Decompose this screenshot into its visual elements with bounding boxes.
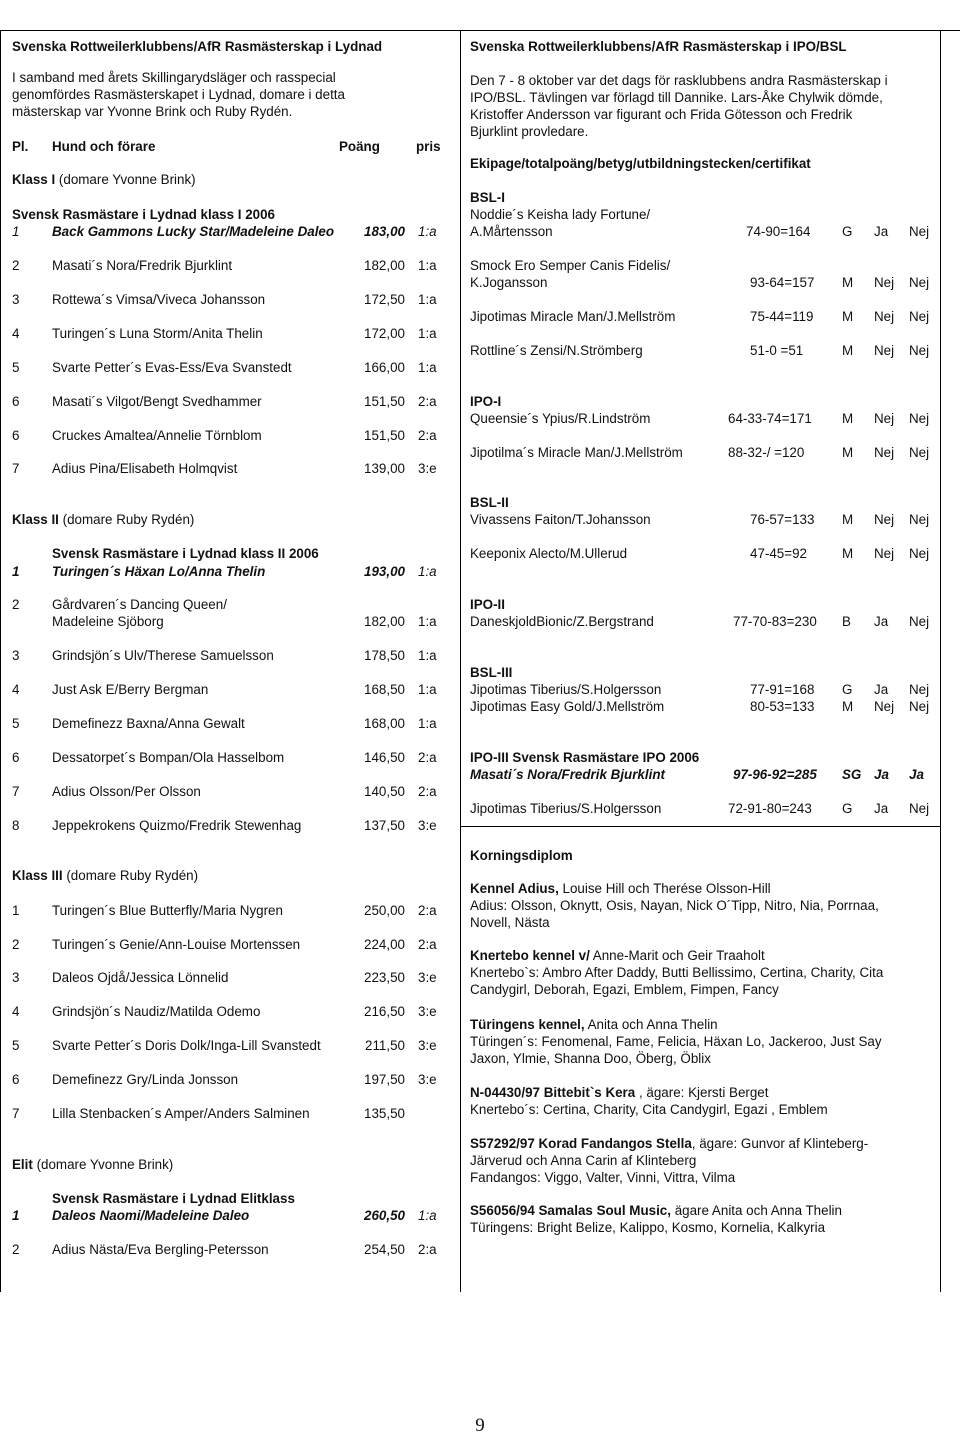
dog-handler: Daleos Naomi/Madeleine Daleo (52, 1208, 250, 1223)
frame-top-rule (0, 30, 960, 31)
placement: 2 (12, 597, 20, 612)
kennel-name: S57292/97 Korad Fandangos Stella (470, 1136, 692, 1151)
dog-handler: Noddie´s Keisha lady Fortune/ (470, 207, 651, 222)
points: 166,00 (364, 360, 405, 375)
points: 146,50 (364, 750, 405, 765)
prize: 1:a (418, 648, 437, 663)
kennel-title (470, 1085, 768, 1101)
score: 75-44=119 (750, 309, 814, 324)
placement: 6 (12, 394, 20, 409)
klass3-heading-judge: (domare Ruby Rydén) (62, 868, 199, 883)
kennel-owner: ägare Anita och Anna Thelin (670, 1203, 842, 1218)
korning-heading: Korningsdiplom (470, 848, 573, 863)
frame-right-rule (940, 30, 941, 1292)
dog-handler: Jipotimas Tiberius/S.Holgersson (470, 801, 662, 816)
grade: M (842, 411, 854, 426)
points: 151,50 (364, 394, 405, 409)
points: 178,50 (364, 648, 405, 663)
dog-handler: Cruckes Amaltea/Annelie Törnblom (52, 428, 262, 443)
training-mark: Nej (874, 546, 895, 561)
kennel-name: Türingens kennel, (470, 1017, 585, 1032)
training-mark: Ja (874, 801, 889, 816)
champion-title: Svensk Rasmästare i Lydnad klass I 2006 (12, 207, 276, 222)
points: 182,00 (364, 258, 405, 273)
certificate: Nej (909, 512, 930, 527)
dog-handler: Demefinezz Baxna/Anna Gewalt (52, 716, 245, 731)
intro-line: Den 7 - 8 oktober var det dags för rasklubbens andra Rasmästerskap i (470, 73, 888, 88)
points: 168,00 (364, 716, 405, 731)
kennel-dogs: Türingens: Bright Belize, Kalippo, Kosmo, Kornelia, Kalkyria (470, 1220, 826, 1235)
class-heading: BSL-III (470, 665, 513, 680)
klass3-heading-bold: Klass III (12, 868, 63, 883)
placement: 2 (12, 258, 20, 273)
score: 77-91=168 (750, 682, 815, 697)
prize: 2:a (418, 903, 437, 918)
grade: B (842, 614, 851, 629)
dog-handler: Queensie´s Ypius/R.Lindström (470, 411, 651, 426)
certificate: Nej (909, 801, 930, 816)
prize: 3:e (418, 461, 437, 476)
dog-handler: Turingen´s Luna Storm/Anita Thelin (52, 326, 263, 341)
score: 47-45=92 (750, 546, 807, 561)
klass2-heading (12, 512, 194, 528)
dog-handler: Smock Ero Semper Canis Fidelis/ (470, 258, 671, 273)
kennel-dogs: Järverud och Anna Carin af Klinteberg (470, 1153, 697, 1168)
klass1-heading-judge: (domare Yvonne Brink) (55, 172, 196, 187)
prize: 3:e (418, 970, 437, 985)
elit-heading-judge: (domare Yvonne Brink) (32, 1157, 174, 1172)
kennel-name: S56056/94 Samalas Soul Music, (470, 1203, 671, 1218)
placement: 3 (12, 648, 20, 663)
certificate: Nej (909, 224, 930, 239)
score: 64-33-74=171 (728, 411, 812, 426)
kennel-title (470, 948, 765, 964)
placement: 6 (12, 1072, 20, 1087)
dog-handler: Svarte Petter´s Doris Dolk/Inga-Lill Svanstedt (52, 1038, 321, 1053)
training-mark: Nej (874, 699, 895, 714)
grade: M (842, 546, 854, 561)
kennel-title (470, 1136, 868, 1152)
grade: SG (842, 767, 862, 782)
kennel-name: Knertebo kennel v/ (470, 948, 590, 963)
placement: 1 (12, 224, 20, 239)
klass2-heading-judge: (domare Ruby Rydén) (58, 512, 195, 527)
kennel-title (470, 881, 771, 897)
training-mark: Ja (874, 224, 889, 239)
score: 77-70-83=230 (733, 614, 817, 629)
grade: M (842, 699, 854, 714)
placement: 4 (12, 326, 20, 341)
placement: 1 (12, 903, 20, 918)
kennel-dogs: Knertebo`s: Ambro After Daddy, Butti Bellissimo, Certina, Charity, Cita (470, 965, 884, 980)
kennel-dogs: Novell, Nästa (470, 915, 550, 930)
points: 183,00 (364, 224, 405, 239)
prize: 3:e (418, 1004, 437, 1019)
score: 74-90=164 (746, 224, 811, 239)
prize: 1:a (418, 326, 437, 341)
score: 72-91-80=243 (728, 801, 812, 816)
dog-handler: Turingen´s Blue Butterfly/Maria Nygren (52, 903, 283, 918)
points: 172,00 (364, 326, 405, 341)
prize: 1:a (418, 292, 437, 307)
certificate: Nej (909, 275, 930, 290)
dog-handler: Adius Nästa/Eva Bergling-Petersson (52, 1242, 269, 1257)
placement: 2 (12, 1242, 20, 1257)
placement: 5 (12, 1038, 20, 1053)
dog-handler: Back Gammons Lucky Star/Madeleine Daleo (52, 224, 335, 239)
dog-handler: Gårdvaren´s Dancing Queen/ (52, 597, 227, 612)
placement: 1 (12, 564, 20, 579)
grade: M (842, 275, 854, 290)
kennel-owner: , ägare: Gunvor af Klinteberg- (691, 1136, 869, 1151)
points: 224,00 (364, 937, 405, 952)
points: 140,50 (364, 784, 405, 799)
kennel-dogs: Candygirl, Deborah, Egazi, Emblem, Fimpen, Fancy (470, 982, 779, 997)
dog-handler: Madeleine Sjöborg (52, 614, 164, 629)
dog-handler: Demefinezz Gry/Linda Jonsson (52, 1072, 239, 1087)
training-mark: Nej (874, 309, 895, 324)
klass3-heading (12, 868, 198, 884)
dog-handler: Jeppekrokens Quizmo/Fredrik Stewenhag (52, 818, 302, 833)
kennel-dogs: Fandangos: Viggo, Valter, Vinni, Vittra, Vilma (470, 1170, 736, 1185)
dog-handler: A.Mårtensson (470, 224, 553, 239)
kennel-dogs: Knertebo´s: Certina, Charity, Cita Candygirl, Egazi , Emblem (470, 1102, 828, 1117)
certificate: Nej (909, 411, 930, 426)
page-number: 9 (475, 1415, 485, 1436)
prize: 2:a (418, 937, 437, 952)
placement: 7 (12, 1106, 20, 1121)
dog-handler: Masati´s Nora/Fredrik Bjurklint (470, 767, 665, 782)
grade: M (842, 445, 854, 460)
elit-heading-bold: Elit (12, 1157, 33, 1172)
class-heading: BSL-I (470, 190, 505, 205)
intro-line: Bjurklint provledare. (470, 124, 589, 139)
prize: 1:a (418, 716, 437, 731)
dog-handler: Rottline´s Zensi/N.Strömberg (470, 343, 643, 358)
class-heading: IPO-I (470, 394, 502, 409)
training-mark: Ja (874, 682, 889, 697)
dog-handler: Rottewa´s Vimsa/Viveca Johansson (52, 292, 266, 307)
prize: 2:a (418, 1242, 437, 1257)
grade: M (842, 343, 854, 358)
champion-title: Svensk Rasmästare i Lydnad Elitklass (52, 1191, 295, 1206)
dog-handler: Jipotimas Tiberius/S.Holgersson (470, 682, 662, 697)
dog-handler: Turingen´s Häxan Lo/Anna Thelin (52, 564, 266, 579)
class-heading: IPO-II (470, 597, 505, 612)
kennel-dogs: Türingen´s: Fenomenal, Fame, Felicia, Häxan Lo, Jackeroo, Just Say (470, 1034, 882, 1049)
col-header-hund: Hund och förare (52, 139, 156, 154)
intro-line: mästerskap var Yvonne Brink och Ruby Rydén. (12, 104, 293, 119)
kennel-name: N-04430/97 Bittebit`s Kera (470, 1085, 636, 1100)
section-divider (461, 826, 940, 827)
dog-handler: Dessatorpet´s Bompan/Ola Hasselbom (52, 750, 285, 765)
prize: 2:a (418, 394, 437, 409)
kennel-title (470, 1203, 842, 1219)
dog-handler: Masati´s Vilgot/Bengt Svedhammer (52, 394, 262, 409)
dog-handler: Jipotimas Easy Gold/J.Mellström (470, 699, 665, 714)
score: 88-32-/ =120 (728, 445, 805, 460)
points: 211,50 (365, 1038, 405, 1053)
prize: 1:a (418, 224, 437, 239)
dog-handler: Svarte Petter´s Evas-Ess/Eva Svanstedt (52, 360, 292, 375)
score: 93-64=157 (750, 275, 815, 290)
placement: 3 (12, 292, 20, 307)
dog-handler: Just Ask E/Berry Bergman (52, 682, 209, 697)
col-header-pris: pris (416, 139, 441, 154)
kennel-owner: , ägare: Kjersti Berget (635, 1085, 769, 1100)
klass1-heading (12, 172, 196, 188)
placement: 6 (12, 750, 20, 765)
kennel-owner: Anne-Marit och Geir Traaholt (589, 948, 765, 963)
dog-handler: K.Jogansson (470, 275, 548, 290)
kennel-dogs: Adius: Olsson, Oknytt, Osis, Nayan, Nick O´Tipp, Nitro, Nia, Porrnaa, (470, 898, 879, 913)
placement: 7 (12, 784, 20, 799)
points: 168,50 (364, 682, 405, 697)
dog-handler: Adius Pina/Elisabeth Holmqvist (52, 461, 238, 476)
prize: 1:a (418, 564, 437, 579)
dog-handler: Turingen´s Genie/Ann-Louise Mortenssen (52, 937, 301, 952)
placement: 1 (12, 1208, 20, 1223)
prize: 3:e (418, 1072, 437, 1087)
kennel-owner: Anita och Anna Thelin (584, 1017, 718, 1032)
col-header-poang: Poäng (339, 139, 380, 154)
placement: 5 (12, 716, 20, 731)
certificate: Nej (909, 309, 930, 324)
kennel-owner: Louise Hill och Therése Olsson-Hill (558, 881, 771, 896)
grade: G (842, 682, 853, 697)
column-divider (460, 30, 461, 1292)
section-title: Svenska Rottweilerklubbens/AfR Rasmästerskap i IPO/BSL (470, 39, 847, 54)
dog-handler: Vivassens Faiton/T.Johansson (470, 512, 651, 527)
placement: 5 (12, 360, 20, 375)
grade: M (842, 512, 854, 527)
points: 197,50 (364, 1072, 405, 1087)
points: 260,50 (364, 1208, 405, 1223)
placement: 4 (12, 682, 20, 697)
points: 139,00 (364, 461, 405, 476)
klass1-heading-bold: Klass I (12, 172, 56, 187)
dog-handler: Adius Olsson/Per Olsson (52, 784, 201, 799)
kennel-dogs: Jaxon, Ylmie, Shanna Doo, Öberg, Öblix (470, 1051, 711, 1066)
training-mark: Nej (874, 411, 895, 426)
points: 216,50 (364, 1004, 405, 1019)
prize: 2:a (418, 784, 437, 799)
dog-handler: Masati´s Nora/Fredrik Bjurklint (52, 258, 233, 273)
points: 172,50 (364, 292, 405, 307)
klass2-heading-bold: Klass II (12, 512, 59, 527)
points: 223,50 (364, 970, 405, 985)
placement: 6 (12, 428, 20, 443)
points: 250,00 (364, 903, 405, 918)
dog-handler: Daleos Ojdå/Jessica Lönnelid (52, 970, 229, 985)
kennel-name: Kennel Adius, (470, 881, 559, 896)
points: 254,50 (364, 1242, 405, 1257)
grade: M (842, 309, 854, 324)
prize: 3:e (418, 1038, 437, 1053)
section-title: Svenska Rottweilerklubbens/AfR Rasmästerskap i Lydnad (12, 39, 383, 54)
dog-handler: Jipotilma´s Miracle Man/J.Mellström (470, 445, 683, 460)
points: 135,50 (364, 1106, 405, 1121)
certificate: Nej (909, 682, 930, 697)
score: 76-57=133 (750, 512, 815, 527)
training-mark: Nej (874, 343, 895, 358)
points: 193,00 (364, 564, 405, 579)
certificate: Nej (909, 546, 930, 561)
points: 182,00 (364, 614, 405, 629)
certificate: Nej (909, 614, 930, 629)
certificate: Nej (909, 445, 930, 460)
dog-handler: DaneskjoldBionic/Z.Bergstrand (470, 614, 654, 629)
dog-handler: Keeponix Alecto/M.Ullerud (470, 546, 628, 561)
intro-line: I samband med årets Skillingarydsläger och rasspecial (12, 70, 336, 85)
prize: 1:a (418, 682, 437, 697)
certificate: Nej (909, 699, 930, 714)
frame-left-rule (0, 30, 1, 1292)
dog-handler: Grindsjön´s Naudiz/Matilda Odemo (52, 1004, 261, 1019)
champion-title: Svensk Rasmästare i Lydnad klass II 2006 (52, 546, 319, 561)
prize: 1:a (418, 1208, 437, 1223)
training-mark: Nej (874, 512, 895, 527)
placement: 2 (12, 937, 20, 952)
score: 97-96-92=285 (733, 767, 817, 782)
training-mark: Nej (874, 445, 895, 460)
prize: 1:a (418, 360, 437, 375)
score: 51-0 =51 (750, 343, 804, 358)
intro-line: Kristoffer Andersson var figurant och Frida Götesson och Fredrik (470, 107, 853, 122)
grade: G (842, 224, 853, 239)
training-mark: Nej (874, 275, 895, 290)
class-heading: BSL-II (470, 495, 509, 510)
placement: 3 (12, 970, 20, 985)
dog-handler: Jipotimas Miracle Man/J.Mellström (470, 309, 676, 324)
prize: 3:e (418, 818, 437, 833)
prize: 2:a (418, 428, 437, 443)
intro-line: IPO/BSL. Tävlingen var förlagd till Dannike. Lars-Åke Chylwik dömde, (470, 90, 883, 105)
kennel-title (470, 1017, 718, 1033)
score: 80-53=133 (750, 699, 815, 714)
training-mark: Ja (874, 767, 889, 782)
ekipage-header: Ekipage/totalpoäng/betyg/utbildningstecken/certifikat (470, 156, 811, 171)
certificate: Ja (909, 767, 924, 782)
prize: 2:a (418, 750, 437, 765)
certificate: Nej (909, 343, 930, 358)
training-mark: Ja (874, 614, 889, 629)
placement: 8 (12, 818, 20, 833)
points: 151,50 (364, 428, 405, 443)
dog-handler: Grindsjön´s Ulv/Therese Samuelsson (52, 648, 274, 663)
placement: 7 (12, 461, 20, 476)
elit-heading (12, 1157, 173, 1173)
grade: G (842, 801, 853, 816)
dog-handler: Lilla Stenbacken´s Amper/Anders Salminen (52, 1106, 310, 1121)
prize: 1:a (418, 258, 437, 273)
points: 137,50 (364, 818, 405, 833)
prize: 1:a (418, 614, 437, 629)
intro-line: genomfördes Rasmästerskapet i Lydnad, domare i detta (12, 87, 345, 102)
class-heading: IPO-III Svensk Rasmästare IPO 2006 (470, 750, 700, 765)
placement: 4 (12, 1004, 20, 1019)
col-header-pl: Pl. (12, 139, 29, 154)
